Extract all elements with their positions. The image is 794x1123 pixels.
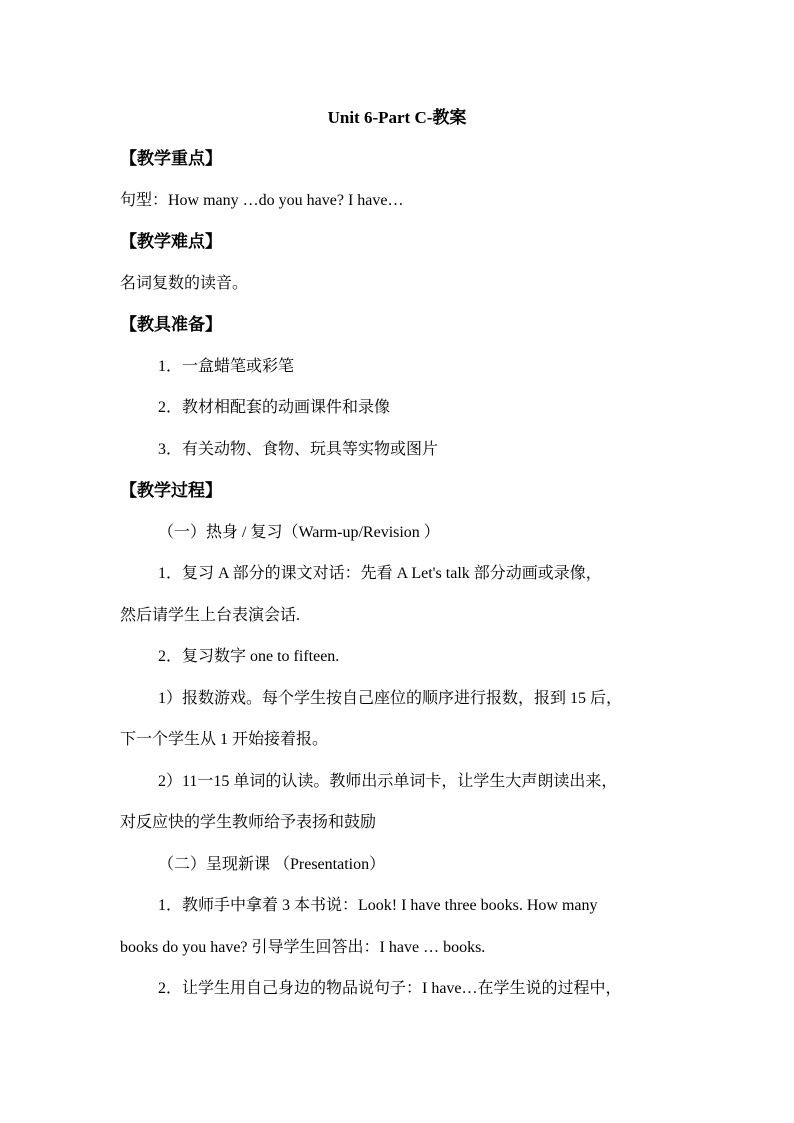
warmup-item-2-1-line-2: 下一个学生从 1 开始接着报。 <box>120 731 329 748</box>
warmup-item-1-line-2: 然后请学生上台表演会话. <box>120 607 301 624</box>
presentation-item-1-line-2: books do you have? 引导学生回答出：I have … books. <box>120 939 486 956</box>
presentation-item-2-line-1: 2．让学生用自己身边的物品说句子：I have…在学生说的过程中， <box>158 980 622 997</box>
key-points-heading: 【教学重点】 <box>120 149 222 168</box>
document-title: Unit 6-Part C-教案 <box>327 108 467 127</box>
materials-item-1: 1．一盒蜡笔或彩笔 <box>158 358 295 375</box>
difficulties-text: 名词复数的读音。 <box>120 275 249 292</box>
presentation-item-1-line-1: 1．教师手中拿着 3 本书说：Look! I have three books. How many <box>158 897 598 914</box>
warmup-item-2-1-line-1: 1）报数游戏。每个学生按自己座位的顺序进行报数，报到 15 后， <box>158 690 623 707</box>
materials-item-3: 3．有关动物、食物、玩具等实物或图片 <box>158 441 439 458</box>
presentation-heading: （二）呈现新课 （Presentation） <box>158 856 386 873</box>
difficulties-heading: 【教学难点】 <box>120 232 222 251</box>
warmup-item-2: 2．复习数字 one to fifteen. <box>158 648 340 665</box>
warmup-item-2-2-line-1: 2）11一15 单词的认读。教师出示单词卡，让学生大声朗读出来， <box>158 773 618 790</box>
materials-item-2: 2．教材相配套的动画课件和录像 <box>158 399 391 416</box>
warmup-item-1-line-1: 1．复习 A 部分的课文对话：先看 A Let's talk 部分动画或录像， <box>158 565 602 582</box>
materials-heading: 【教具准备】 <box>120 315 222 334</box>
warmup-item-2-2-line-2: 对反应快的学生教师给予表扬和鼓励 <box>120 814 377 831</box>
key-points-text: 句型：How many …do you have? I have… <box>120 192 404 209</box>
warmup-heading: （一）热身 / 复习（Warm-up/Revision ） <box>158 524 440 541</box>
process-heading: 【教学过程】 <box>120 481 222 500</box>
